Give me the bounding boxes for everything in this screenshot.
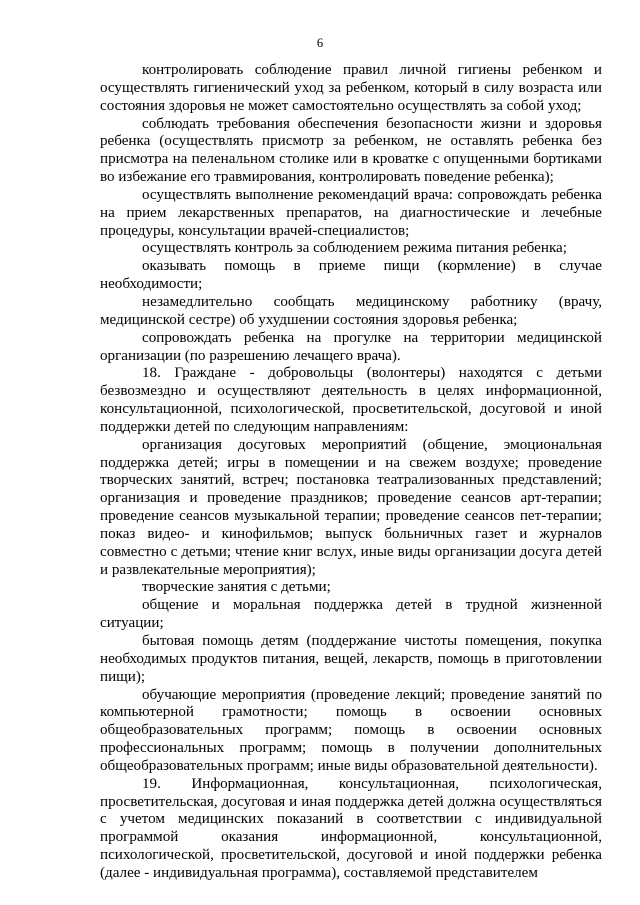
page-number: 6 bbox=[316, 36, 324, 50]
paragraph-educational-activities: обучающие мероприятия (проведение лекций; проведение занятий по компьютерной грамотности; помощь в освоении основных общеобразовательных программ; помощь в освоении основных профессиональных программ; помощь в получении дополнительных общеобразовательных программ; иные виды образовательной деятельности). bbox=[100, 686, 602, 774]
paragraph-feeding-help: оказывать помощь в приеме пищи (кормление) в случае необходимости; bbox=[100, 258, 602, 293]
paragraph-household-help: бытовая помощь детям (поддержание чистоты помещения, покупка необходимых продуктов питания, вещей, лекарств, помощь в приготовлении пищи); bbox=[100, 633, 602, 685]
paragraph-report-health: незамедлительно сообщать медицинскому работнику (врачу, медицинской сестре) об ухудшении состояния здоровья ребенка; bbox=[100, 293, 602, 328]
paragraph-leisure-activities: организация досуговых мероприятий (общение, эмоциональная поддержка детей; игры в помещении и на свежем воздухе; проведение творческих занятий, встреч; постановка театрализованных представлений; организация и проведение праздников; проведение сеансов арт-терапии; проведение сеансов музыкальной терапии; проведение сеансов пет-терапии; показ видео- и кинофильмов; выпуск больничных газет и журналов совместно с детьми; чтение книг вслух, иные виды организации досуга детей и развлекательные мероприятия); bbox=[100, 436, 602, 578]
paragraph-section-19: 19. Информационная, консультационная, психологическая, просветительская, досуговая и иная поддержка детей должна осуществляться с учетом медицинских показаний в соответствии с индивидуальной программой оказания информационной, консультационной, психологической, просветительской, досуговой и иной поддержки ребенка (далее - индивидуальная программа), составляемой представителем bbox=[100, 775, 602, 881]
paragraph-creative-classes: творческие занятия с детьми; bbox=[142, 579, 331, 596]
document-body bbox=[100, 62, 602, 883]
paragraph-safety-requirements: соблюдать требования обеспечения безопасности жизни и здоровья ребенка (осуществлять присмотр за ребенком, не оставлять ребенка без присмотра на пеленальном столике или в кроватке с опущенными бортиками во избежание его травмирования, контролировать поведение ребенка); bbox=[100, 115, 602, 186]
paragraph-moral-support: общение и моральная поддержка детей в трудной жизненной ситуации; bbox=[100, 597, 602, 632]
paragraph-section-18: 18. Граждане - добровольцы (волонтеры) находятся с детьми безвозмездно и осуществляют деятельность в целях информационной, консультационной, психологической, просветительской, досуговой и иной поддержки детей по следующим направлениям: bbox=[100, 365, 602, 435]
paragraph-accompany-walk: сопровождать ребенка на прогулке на территории медицинской организации (по разрешению лечащего врача). bbox=[100, 329, 602, 364]
paragraph-hygiene-control: контролировать соблюдение правил личной гигиены ребенком и осуществлять гигиенический уход за ребенком, который в силу возраста или состояния здоровья не может самостоятельно осуществлять за собой уход; bbox=[100, 62, 602, 114]
paragraph-diet-control: осуществлять контроль за соблюдением режима питания ребенка; bbox=[142, 240, 567, 257]
paragraph-doctor-recommendations: осуществлять выполнение рекомендаций врача: сопровождать ребенка на прием лекарственных препаратов, на диагностические и лечебные процедуры, консультации врачей-специалистов; bbox=[100, 186, 602, 239]
